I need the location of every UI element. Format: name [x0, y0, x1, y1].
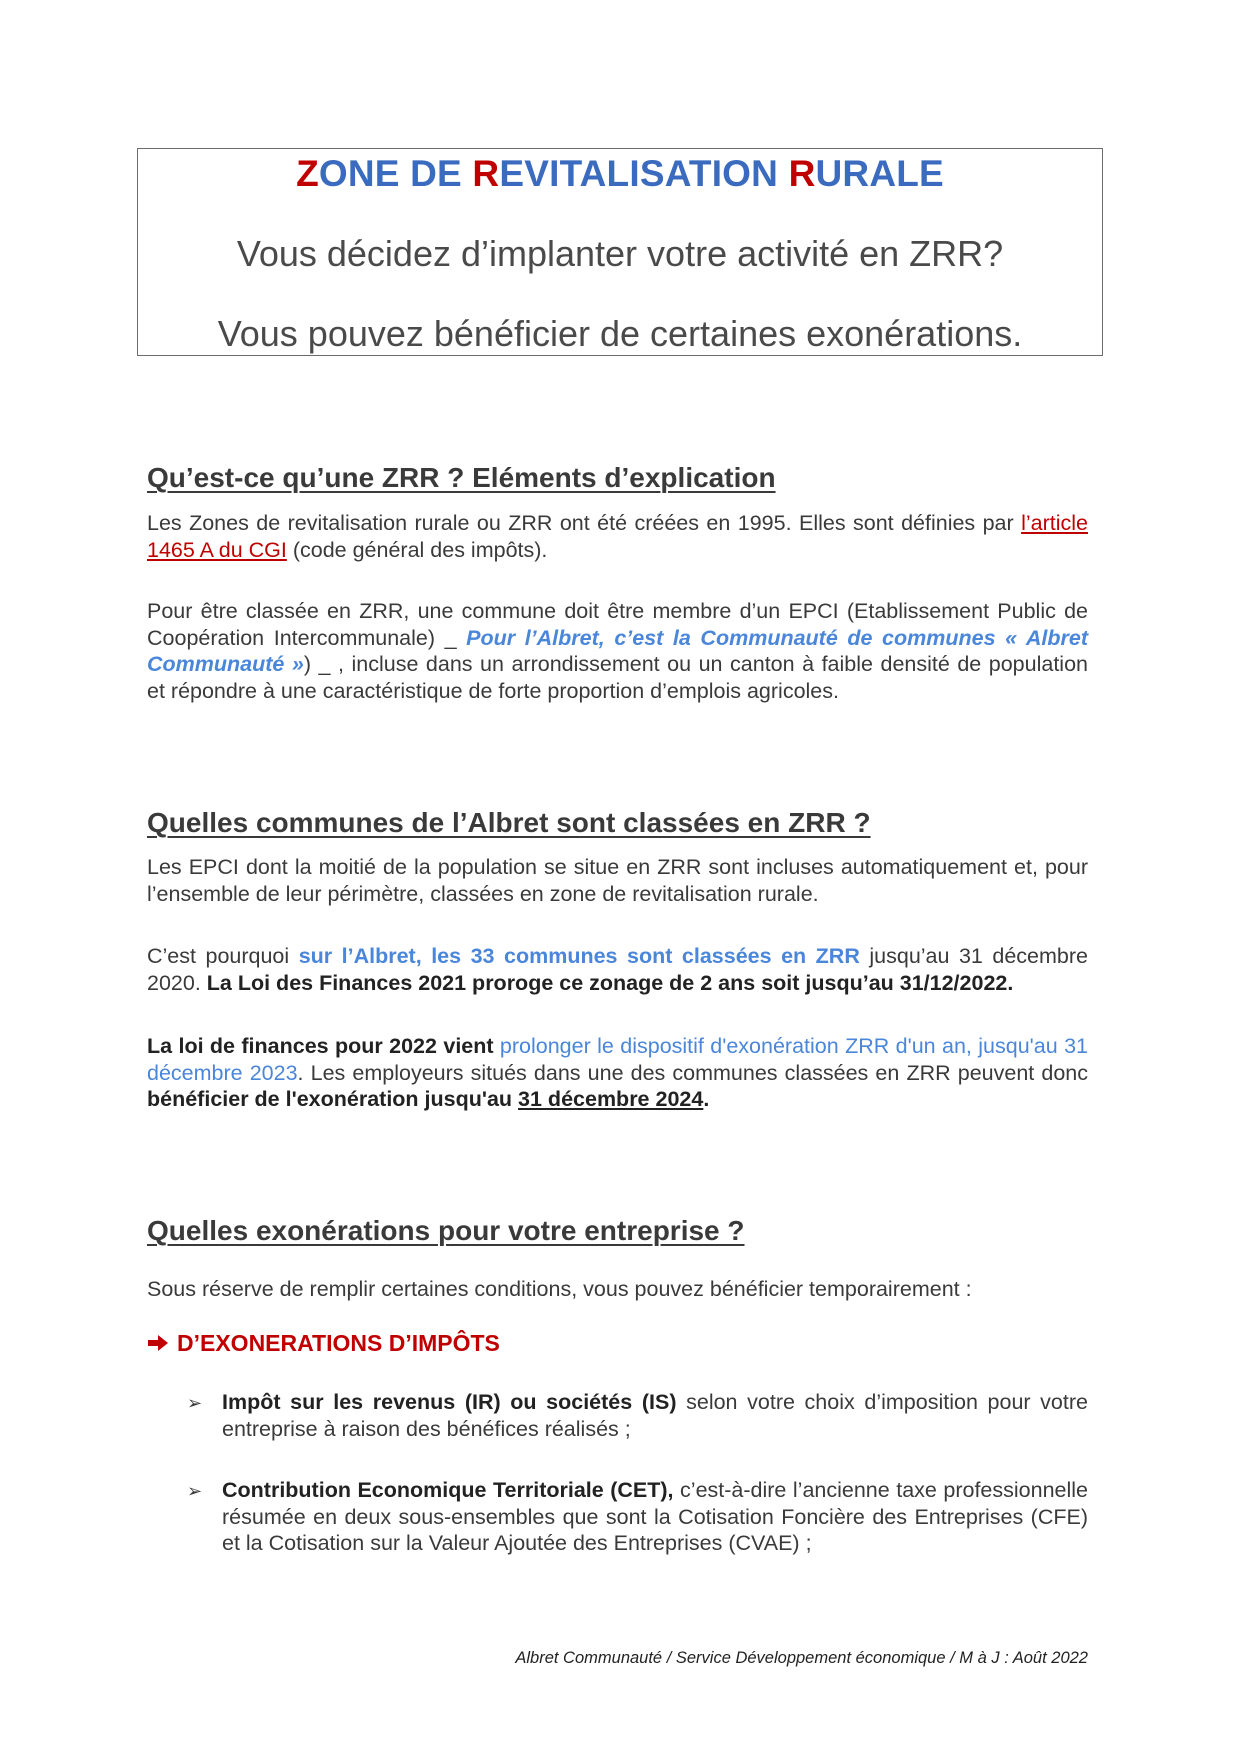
- right-arrow-icon: [147, 1334, 169, 1352]
- title-subtitle-1: Vous décidez d’implanter votre activité en ZRR?: [236, 233, 1004, 274]
- title-box: [137, 148, 1103, 356]
- list-item-ir-is: Impôt sur les revenus (IR) ou sociétés (IS) selon votre choix d’imposition pour votre entreprise à raison des bénéfices réalisés ;: [222, 1390, 1088, 1441]
- bullet-icon: ➢: [187, 1393, 203, 1413]
- section-heading-exonerations: Quelles exonérations pour votre entreprise ?: [147, 1215, 745, 1246]
- title-subtitle-2: Vous pouvez bénéficier de certaines exonérations.: [217, 313, 1023, 354]
- paragraph-zrr-conditions: Pour être classée en ZRR, une commune doit être membre d’un EPCI (Etablissement Public de Coopération Intercommunale) _ Pour l’Albret, c’est la Communauté de communes « Albret Communauté ») _ , incluse dans un arrondissement ou un canton à faible densité de population et répondre à une caractéristique de forte proportion d’emplois agricoles.: [147, 599, 1088, 703]
- prolongation-highlight: prolonger le dispositif d'exonération ZRR d'un an, jusqu'au 31 décembre 2023: [147, 1034, 1088, 1085]
- page-footer: Albret Communauté / Service Développement économique / M à J : Août 2022: [515, 1649, 1088, 1667]
- document-title: ZONE DE REVITALISATION RURALE: [296, 153, 944, 194]
- paragraph-exonerations-intro: Sous réserve de remplir certaines conditions, vous pouvez bénéficier temporairement :: [147, 1277, 972, 1301]
- cgi-article-link[interactable]: l’article 1465 A du CGI: [147, 511, 1088, 562]
- paragraph-epci-inclusion: Les EPCI dont la moitié de la population se situe en ZRR sont incluses automatiquement et, pour l’ensemble de leur périmètre, classées en zone de revitalisation rurale.: [147, 855, 1088, 906]
- albret-highlight: Pour l’Albret, c’est la Communauté de communes « Albret Communauté »: [147, 625, 1088, 676]
- communes-highlight: sur l’Albret, les 33 communes sont classées en ZRR: [298, 944, 860, 968]
- list-item-cet: Contribution Economique Territoriale (CET), c’est-à-dire l’ancienne taxe professionnelle résumée en deux sous-ensembles que sont la Cotisation Foncière des Entreprises (CFE) et la Cotisation sur la Valeur Ajoutée des Entreprises (CVAE) ;: [222, 1478, 1089, 1555]
- section-heading-what-is-zrr: Qu’est-ce qu’une ZRR ? Eléments d’explication: [147, 462, 776, 493]
- paragraph-loi-finances-2022: La loi de finances pour 2022 vient prolonger le dispositif d'exonération ZRR d'un an, jusqu'au 31 décembre 2023. Les employeurs situés dans une des communes classées en ZRR peuvent donc bénéficier de l'exonération jusqu'au 31 décembre 2024.: [147, 1034, 1088, 1111]
- section-heading-communes: Quelles communes de l’Albret sont classées en ZRR ?: [147, 807, 871, 838]
- subheading-impots: D’EXONERATIONS D’IMPÔTS: [147, 1330, 500, 1357]
- bullet-icon: ➢: [187, 1481, 203, 1501]
- paragraph-33-communes: C’est pourquoi sur l’Albret, les 33 communes sont classées en ZRR jusqu’au 31 décembre 2020. La Loi des Finances 2021 proroge ce zonage de 2 ans soit jusqu’au 31/12/2022.: [147, 944, 1088, 995]
- paragraph-zrr-definition: Les Zones de revitalisation rurale ou ZRR ont été créées en 1995. Elles sont définies par l’article 1465 A du CGI (code général des impôts).: [147, 511, 1088, 562]
